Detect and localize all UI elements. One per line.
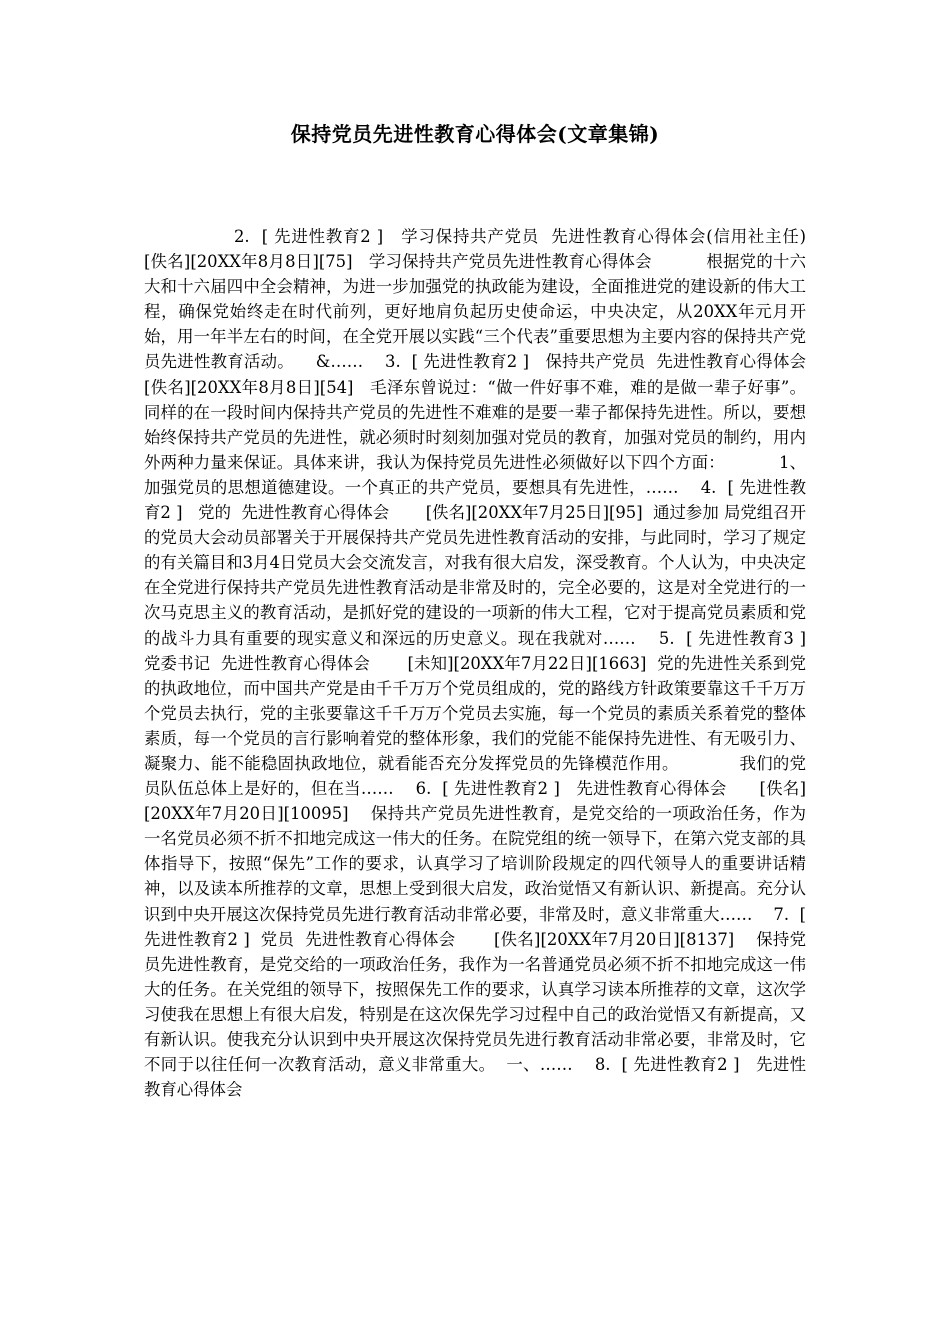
document-title: 保持党员先进性教育心得体会(文章集锦) bbox=[290, 122, 660, 146]
document-body: 2. [ 先进性教育2 ] 学习保持共产党员 先进性教育心得体会(信用社主任) [佚名][20XX年8月8日][75] 学习保持共产党员先进性教育心得体会 根据党的十六大和十六届四中全会精神，为进一步加强党的执政能为建设，全面推进党的建设新的伟大工程，确保党始终走在时代前列，更好地肩负起历史使命运，中央决定，从20XX年元月开始，用一年半左右的时间，在全党开展以实践“三个代表”重要思想为主要内容的保持共产党员先进性教育活动。 &…… 3. [ 先进性教育2 ] 保持共产党员 先进性教育心得体会 [佚名][20XX年8月8日][54] 毛泽东曾说过：“做一件好事不难，难的是做一辈子好事”。同样的在一段时间内保持共产党员的先进性不难难的是要一辈子都保持先进性。所以，要想始终保持共产党员的先进性，就必须时时刻刻加强对党员的教育，加强对党员的制约，用内外两种力量来保证。具体来讲，我认为保持党员先进性必须做好以下四个方面： 1、加强党员的思想道德建设。一个真正的共产党员，要想具有先进性，…… 4. [ 先进性教育2 ] 党的 先进性教育心得体会 [佚名][20XX年7月25日][95] 通过参加 局党组召开的党员大会动员部署关于开展保持共产党员先进性教育活动的安排，与此同时，学习了规定的有关篇目和3月4日党员大会交流发言，对我有很大启发，深受教育。个人认为，中央决定在全党进行保持共产党员先进性教育活动是非常及时的，完全必要的，这是对全党进行的一次马克思主义的教育活动，是抓好党的建设的一项新的伟大工程，它对于提高党员素质和党的战斗力具有重要的现实意义和深远的历史意义。现在我就对…… 5. [ 先进性教育3 ] 党委书记 先进性教育心得体会 [未知][20XX年7月22日][1663] 党的先进性关系到党的执政地位，而中国共产党是由千千万万个党员组成的，党的路线方针政策要靠这千千万万个党员去执行，党的主张要靠这千千万万个党员去实施，每一个党员的素质关系着党的整体素质，每一个党员的言行影响着党的整体形象，我们的党能不能保持先进性、有无吸引力、凝聚力、能不能稳固执政地位，就看能否充分发挥党员的先锋模范作用。 我们的党员队伍总体上是好的，但在当…… 6. [ 先进性教育2 ] 先进性教育心得体会 [佚名][20XX年7月20日][10095] 保持共产党员先进性教育，是党交给的一项政治任务，作为一名党员必须不折不扣地完成这一伟大的任务。在院党组的统一领导下，在第六党支部的具体指导下，按照“保先”工作的要求，认真学习了培训阶段规定的四代领导人的重要讲话精神，以及读本所推荐的文章，思想上受到很大启发，政治觉悟又有新认识、新提高。充分认识到中央开展这次保持党员先进行教育活动非常必要，非常及时，意义非常重大…… 7. [ 先进性教育2 ] 党员 先进性教育心得体会 [佚名][20XX年7月20日][8137] 保持党员先进性教育，是党交给的一项政治任务，我作为一名普通党员必须不折不扣地完成这一伟大的任务。在关党组的领导下，按照保先工作的要求，认真学习读本所推荐的文章，这次学习使我在思想上有很大启发，特别是在这次保先学习过程中自己的政治觉悟又有新提高，又有新认识。使我充分认识到中央开展这次保持党员先进行教育活动非常必要，非常及时，它不同于以往任何一次教育活动，意义非常重大。 一、…… 8. [ 先进性教育2 ] 先进性教育心得体会 bbox=[144, 227, 827, 1100]
